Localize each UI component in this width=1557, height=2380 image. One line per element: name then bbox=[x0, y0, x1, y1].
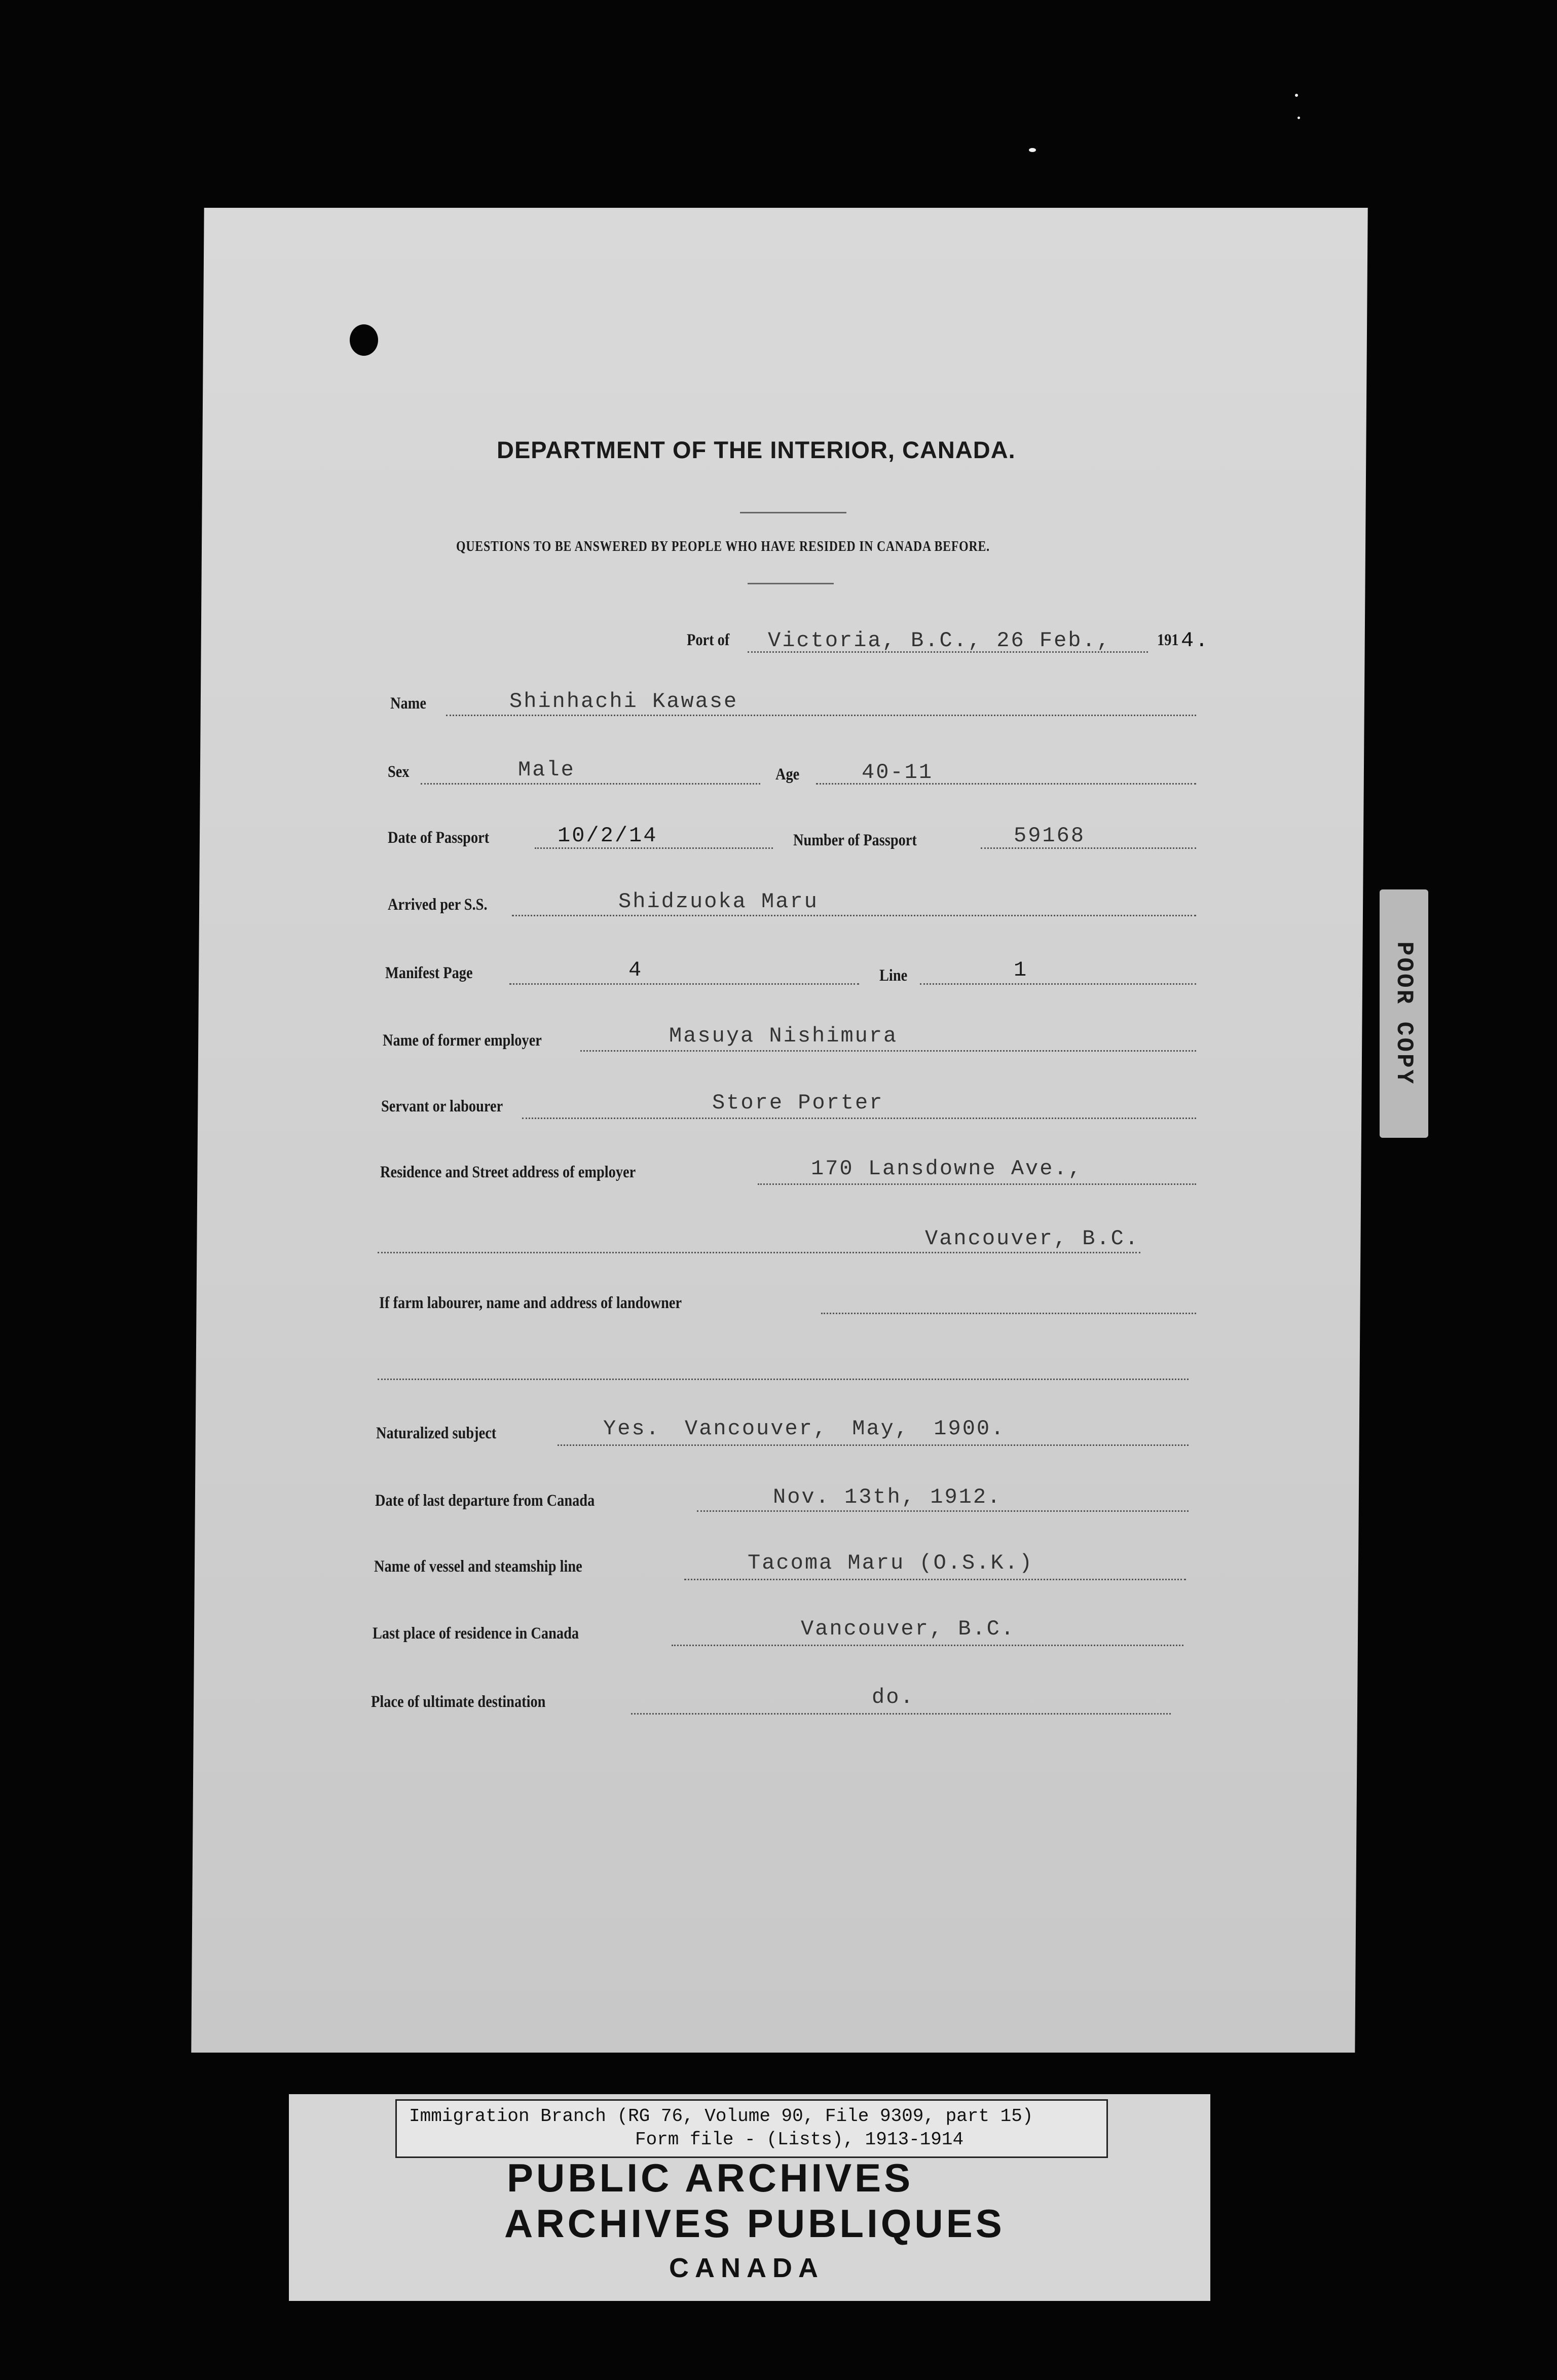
destination-label: Place of ultimate destination bbox=[371, 1693, 546, 1711]
archive-tag-line-2: Form file - (Lists), 1913-1914 bbox=[635, 2129, 964, 2150]
vessel-label: Name of vessel and steamship line bbox=[374, 1557, 582, 1576]
age-label: Age bbox=[775, 765, 800, 784]
sex-label: Sex bbox=[388, 763, 410, 781]
age-value: 40-11 bbox=[862, 760, 934, 785]
farm-dots-2 bbox=[378, 1379, 1189, 1380]
departure-value: Nov. 13th, 1912. bbox=[773, 1485, 1002, 1509]
arrived-label: Arrived per S.S. bbox=[388, 896, 488, 914]
manifest-dots bbox=[509, 983, 859, 985]
residence-value-2: Vancouver, B.C. bbox=[925, 1226, 1140, 1251]
archive-tag-line-1: Immigration Branch (RG 76, Volume 90, File 9309, part 15) bbox=[409, 2106, 1033, 2127]
archive-reference-tag bbox=[395, 2099, 1108, 2158]
arrived-dots bbox=[512, 915, 1196, 916]
year-printed: 191 bbox=[1157, 631, 1179, 649]
poor-copy-text: POOR COPY bbox=[1391, 941, 1417, 1086]
year-typed: 4. bbox=[1181, 628, 1210, 653]
residence-dots bbox=[758, 1183, 1196, 1185]
naturalized-label: Naturalized subject bbox=[376, 1424, 497, 1442]
vessel-value: Tacoma Maru (O.S.K.) bbox=[748, 1551, 1034, 1575]
passport-number-value: 59168 bbox=[1014, 824, 1086, 848]
servant-label: Servant or labourer bbox=[381, 1097, 503, 1115]
form-page bbox=[191, 208, 1367, 2053]
vessel-dots bbox=[684, 1579, 1186, 1580]
dust-speck bbox=[1295, 94, 1298, 97]
departure-label: Date of last departure from Canada bbox=[375, 1492, 595, 1510]
subtitle-rule bbox=[748, 583, 834, 584]
name-value: Shinhachi Kawase bbox=[509, 689, 738, 714]
line-value: 1 bbox=[1014, 958, 1028, 982]
dust-speck bbox=[1029, 148, 1036, 152]
manifest-value: 4 bbox=[628, 958, 643, 982]
farm-label: If farm labourer, name and address of landowner bbox=[379, 1294, 682, 1312]
archive-heading-2: ARCHIVES PUBLIQUES bbox=[504, 2201, 1005, 2246]
dust-speck bbox=[1298, 117, 1300, 119]
manifest-label: Manifest Page bbox=[385, 964, 473, 982]
arrived-value: Shidzuoka Maru bbox=[618, 889, 819, 914]
punch-hole bbox=[350, 324, 378, 356]
employer-label: Name of former employer bbox=[383, 1031, 542, 1050]
residence-value-1: 170 Lansdowne Ave., bbox=[811, 1157, 1083, 1181]
passport-number-dots bbox=[981, 847, 1196, 849]
last-place-label: Last place of residence in Canada bbox=[373, 1624, 579, 1643]
line-label: Line bbox=[879, 966, 908, 985]
form-title: DEPARTMENT OF THE INTERIOR, CANADA. bbox=[497, 436, 1016, 463]
servant-value: Store Porter bbox=[712, 1091, 884, 1115]
passport-date-value: 10/2/14 bbox=[558, 824, 658, 848]
title-rule bbox=[740, 512, 846, 513]
port-label: Port of bbox=[687, 631, 730, 649]
archive-heading-1: PUBLIC ARCHIVES bbox=[507, 2155, 914, 2200]
last-place-dots bbox=[672, 1645, 1183, 1646]
name-dots bbox=[446, 715, 1196, 716]
employer-dots bbox=[580, 1050, 1196, 1052]
employer-value: Masuya Nishimura bbox=[669, 1024, 898, 1048]
sex-dots bbox=[421, 783, 760, 785]
passport-date-label: Date of Passport bbox=[388, 829, 490, 847]
departure-dots bbox=[697, 1510, 1189, 1512]
archive-heading-3: CANADA bbox=[669, 2253, 824, 2283]
servant-dots bbox=[522, 1118, 1196, 1119]
archive-label bbox=[289, 2094, 1210, 2301]
residence-dots-2 bbox=[378, 1252, 1140, 1253]
form-subtitle: QUESTIONS TO BE ANSWERED BY PEOPLE WHO HAVE RESIDED IN CANADA BEFORE. bbox=[456, 538, 990, 554]
poor-copy-stamp bbox=[1380, 889, 1428, 1138]
destination-value: do. bbox=[872, 1685, 915, 1709]
destination-dots bbox=[631, 1713, 1171, 1715]
naturalized-value: Yes. Vancouver, May, 1900. bbox=[603, 1417, 1006, 1441]
naturalized-dots bbox=[558, 1444, 1189, 1446]
port-value: Victoria, B.C., 26 Feb., bbox=[768, 628, 1111, 653]
sex-value: Male bbox=[518, 758, 575, 782]
name-label: Name bbox=[390, 694, 426, 713]
passport-number-label: Number of Passport bbox=[793, 831, 917, 849]
farm-dots bbox=[821, 1313, 1196, 1314]
residence-label: Residence and Street address of employer bbox=[380, 1163, 636, 1181]
last-place-value: Vancouver, B.C. bbox=[801, 1617, 1016, 1641]
line-dots bbox=[920, 983, 1196, 985]
